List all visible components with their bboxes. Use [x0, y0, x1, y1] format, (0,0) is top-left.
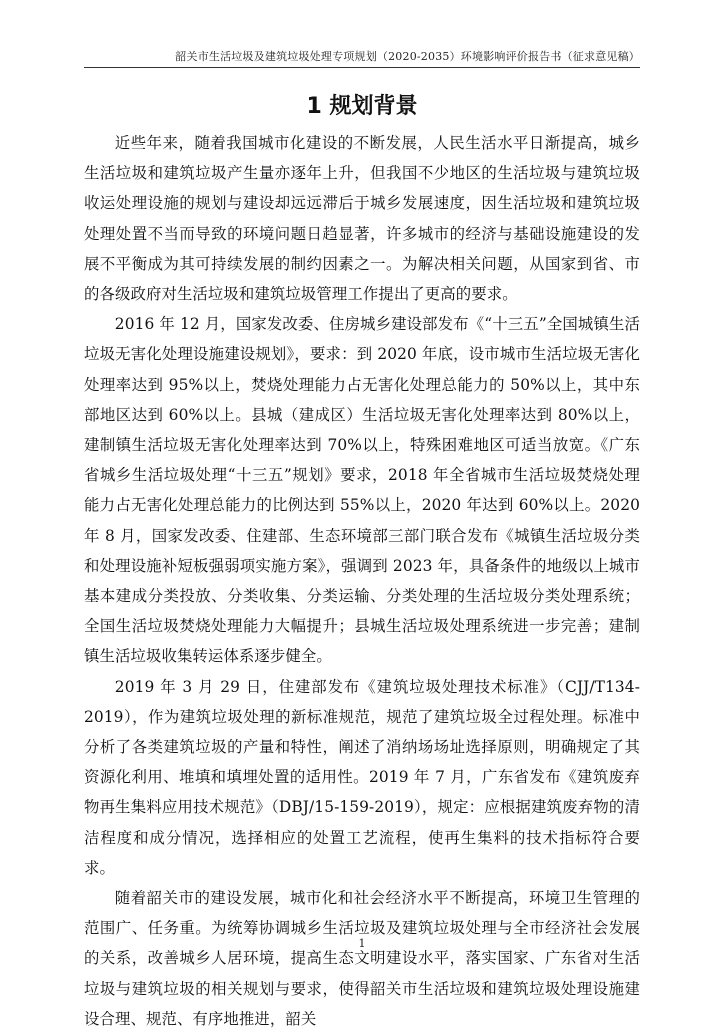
page-number: 1	[358, 937, 366, 950]
paragraph-construction-waste-standard: 2019 年 3 月 29 日，住建部发布《建筑垃圾处理技术标准》（CJJ/T134-2019），作为建筑垃圾处理的新标准规范，规范了建筑垃圾全过程处理。标准中分析了各类建筑垃圾的产量和特性，阐述了消纳场场址选择原则，明确规定了其资源化利用、堆填和填埋处置的适用性。2019 年 7 月，广东省发布《建筑废弃物再生集料应用技术规范》（DBJ/15-159-2019），规定：应根据建筑废弃物的清洁程度和成分情况，选择相应的处置工艺流程，使再生集料的技术指标符合要求。	[84, 677, 640, 877]
body-text	[84, 128, 640, 1034]
paragraph-national-policy: 2016 年 12 月，国家发改委、住房城乡建设部发布《“十三五”全国城镇生活垃圾无害化处理设施建设规划》，要求：到 2020 年底，设市城市生活垃圾无害化处理率达到 95%以上，焚烧处理能力占无害化处理总能力的 50%以上，其中东部地区达到 60%以上。县城（建成区）生活垃圾无害化处理率达到 80%以上，建制镇生活垃圾无害化处理率达到 70%以上，特殊困难地区可适当放宽。《广东省城乡生活垃圾处理“十三五”规划》要求，2018 年全省城市生活垃圾焚烧处理能力占无害化处理总能力的比例达到 55%以上，2020 年达到 60%以上。2020 年 8 月，国家发改委、住建部、生态环境部三部门联合发布《城镇生活垃圾分类和处理设施补短板强弱项实施方案》，强调到 2023 年，具备条件的地级以上城市基本建成分类投放、分类收集、分类运输、分类处理的生活垃圾分类处理系统；全国生活垃圾焚烧处理能力大幅提升；县城生活垃圾处理系统进一步完善；建制镇生活垃圾收集转运体系逐步健全。	[84, 315, 640, 666]
paragraph-background-intro: 近些年来，随着我国城市化建设的不断发展，人民生活水平日渐提高，城乡生活垃圾和建筑垃圾产生量亦逐年上升，但我国不少地区的生活垃圾与建筑垃圾收运处理设施的规划与建设却远远滞后于城乡发展速度，因生活垃圾和建筑垃圾处理处置不当而导致的环境问题日趋显著，许多城市的经济与基础设施建设的发展不平衡成为其可持续发展的制约因素之一。为解决相关问题，从国家到省、市的各级政府对生活垃圾和建筑垃圾管理工作提出了更高的要求。	[84, 134, 640, 304]
paragraph-shaoguan-development: 随着韶关市的建设发展，城市化和社会经济水平不断提高，环境卫生管理的范围广、任务重。为统筹协调城乡生活垃圾及建筑垃圾处理与全市经济社会发展的关系，改善城乡人居环境，提高生态文明建设水平，落实国家、广东省对生活垃圾与建筑垃圾的相关规划与要求，使得韶关市生活垃圾和建筑垃圾处理设施建设合理、规范、有序地推进，韶关	[84, 889, 640, 1028]
header-rule	[84, 67, 640, 68]
chapter-title: 1 规划背景	[306, 94, 418, 119]
running-header: 韶关市生活垃圾及建筑垃圾处理专项规划（2020-2035）环境影响评价报告书（征求意见稿）	[175, 50, 640, 63]
